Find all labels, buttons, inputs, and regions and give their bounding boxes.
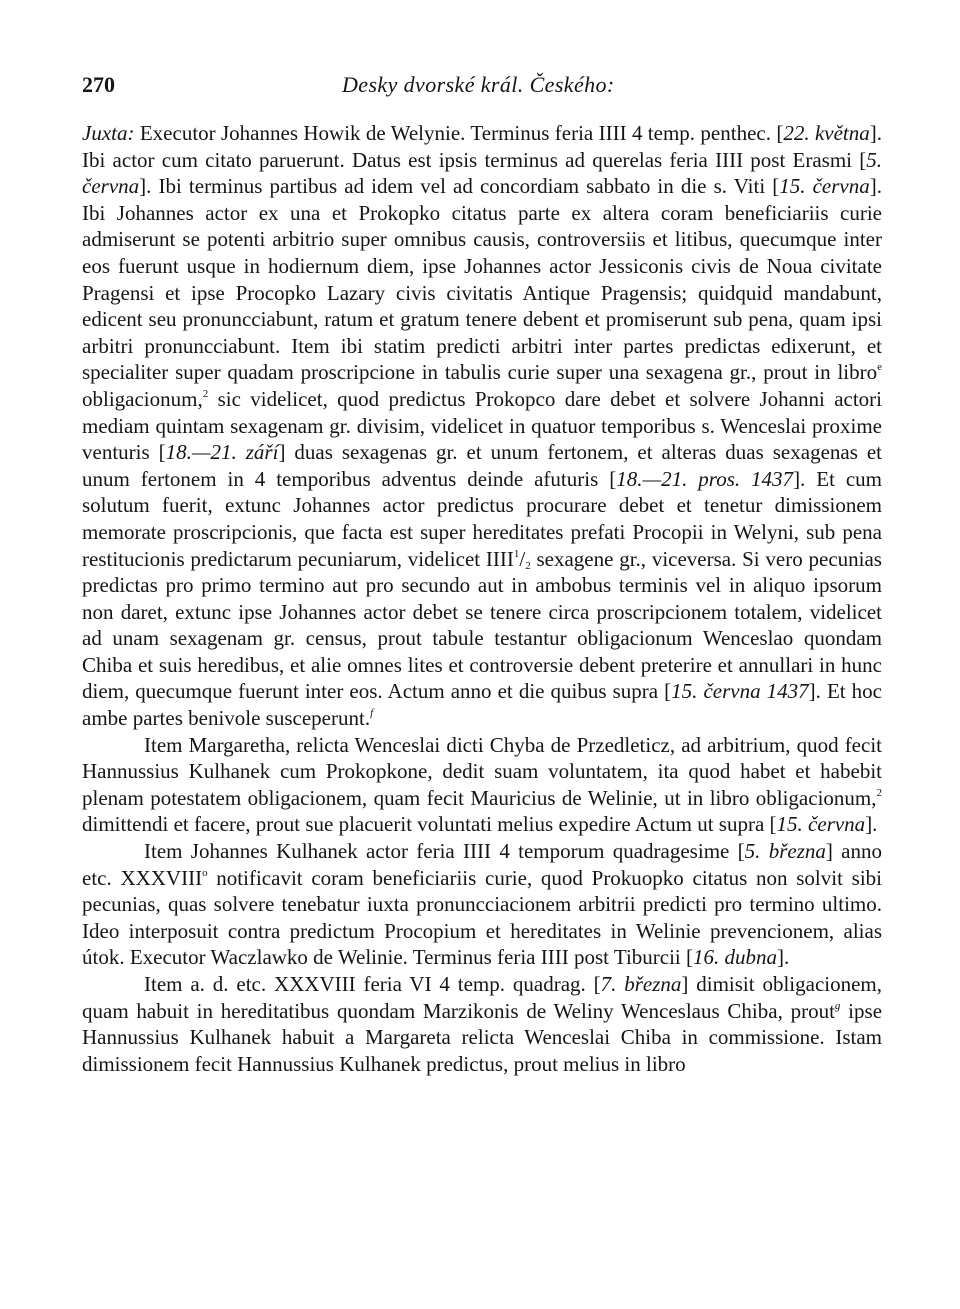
text-run: ]. Et cum solutum fuerit, extunc Johannes actor predictus procurare debet et tenetur dimissionem memorate proscripcionis, que facta est super hereditates prefati Procopii in Welyni, sub pena restitucionis predictarum pecuniarum, videlicet IIII (82, 466, 882, 571)
paragraph (82, 732, 882, 838)
date-annotation: 15. června (779, 174, 870, 199)
text-run: notificavit coram beneficiariis curie, quod Prokuopko citatus non solvit sibi pecunias, quas solvere tenebatur iuxta pronuncciacionem arbitrii predicti pro termino ultimo. Ideo interposuit contra predictum Procopium et hereditates in Welinie prevencionem, alias útok. Executor Waczlawko de Welinie. Terminus feria IIII post Tiburcii [ (82, 865, 882, 970)
date-annotation: 15. června 1437 (671, 679, 809, 704)
date-annotation: 16. dubna (693, 945, 777, 970)
footnote-marker: 2 (202, 387, 209, 400)
text-run: ]. (777, 945, 790, 970)
date-annotation: 18.—21. pros. 1437 (616, 466, 794, 491)
date-annotation: 7. března (600, 972, 682, 996)
text-run: ]. Ibi Johannes actor ex una et Prokopko citatus parte ex altera coram beneficiariis curie admiserunt se potenti arbitrio super omnibus causis, controversiis et litibus, quecumque inter eos fuerunt usque in hodiernum diem, ipse Johannes actor Jessiconis civis de Noua civitate Pragensi et ipse Procopko Lazary civis civitatis Antique Pragensis; quidquid mandabunt, edicent seu pronuncciabunt, ratum et gratum tenere debent et promiserunt sub pena, quam ipsi arbitri pronuncciabunt. Item ibi statim predicti arbitri inter partes predictas edixerunt, et specialiter super quadam proscripcione in tabulis curie super una sexagena gr., prout in libro (82, 174, 882, 385)
page-number: 270 (82, 72, 115, 97)
footnote-marker: 2 (876, 786, 882, 799)
paragraph (82, 838, 882, 971)
footnote-marker: e (877, 361, 882, 374)
paragraph (82, 971, 882, 1077)
footnote-marker: f (370, 707, 374, 720)
running-title: Desky dvorské král. Českého: (342, 72, 615, 97)
body-text (82, 120, 882, 1077)
date-annotation: 22. května (783, 121, 870, 145)
text-run: obligacionum, (82, 386, 203, 411)
text-run: Item Johannes Kulhanek actor feria IIII 4 temporum quadragesime [ (144, 839, 745, 864)
text-run: sic videlicet, quod predictus Prokopco dare debet et solvere Johanni actori mediam quintam sexagenam gr. divisim, videlicet in quatuor temporibus s. Wenceslai proxime venturis [ (82, 386, 882, 465)
subscript: 2 (525, 559, 531, 572)
page-header (82, 72, 878, 106)
text-run: sexagene gr., viceversa. Si vero pecunias predictas pro primo termino aut pro secundo aut in ambobus terminis vel in aliquo ipsorum non daret, extunc ipse Johannes actor debet se tenere circa proscripcionem totalem, videlicet ad unam sexagenam gr. census, prout tabule testantur obligacionum Wenceslao quondam Chiba et suis heredibus, et alie omnes lites et controversie debent preterire et annullari in hunc diem, quecumque fuerunt inter eos. Actum anno et die quibus supra [ (82, 546, 882, 704)
text-run: ]. (865, 812, 878, 837)
footnote-marker: o (202, 866, 208, 879)
footnote-marker: 1 (513, 547, 520, 560)
date-annotation: 18.—21. září (165, 440, 279, 465)
date-annotation: 5. března (744, 839, 826, 864)
text-run: ] anno etc. XXXVIII (82, 839, 882, 890)
date-annotation: 5. června (82, 147, 882, 199)
text-run: ipse Hannussius Kulhanek habuit a Margareta relicta Wenceslai Chiba in commissione. Istam dimissionem fecit Hannussius Kulhanek predictus, prout melius in libro (82, 998, 883, 1076)
text-run: ]. Ibi actor cum citato paruerunt. Datus est ipsis terminus ad querelas feria IIII post Erasmi [ (82, 121, 882, 172)
text-run: ] dimisit obligacionem, quam habuit in hereditatibus quondam Marzikonis de Weliny Wenceslaus Chiba, prout (82, 972, 883, 1023)
text-run: dimittendi et facere, prout sue placuerit voluntati melius expedire Actum ut supra [ (82, 812, 777, 837)
text-run: ]. Et hoc ambe partes benivole susceperunt. (82, 679, 882, 731)
text-run: ]. Ibi terminus partibus ad idem vel ad concordiam sabbato in die s. Viti [ (139, 174, 780, 199)
text-run: Item Margaretha, relicta Wenceslai dicti Chyba de Przedleticz, ad arbitrium, quod fecit Hannussius Kulhanek cum Prokopkone, dedit suam voluntatem, ita quod habet et habebit plenam potestatem obligacionem, quam fecit Mauricius de Welinie, ut in libro obligacionum, (82, 732, 882, 810)
paragraph (82, 120, 882, 732)
paragraph-lead-word: Juxta: (82, 121, 135, 145)
date-annotation: 15. června (776, 812, 866, 837)
footnote-marker: g (834, 999, 841, 1012)
text-run: Item a. d. etc. XXXVIII feria VI 4 temp. quadrag. [ (144, 972, 601, 996)
text-run: ] duas sexagenas gr. et unum fertonem, et alteras duas sexagenas et unum fertonem in 4 temporibus adventus deinde afuturis [ (82, 440, 883, 491)
text-run: Executor Johannes Howik de Welynie. Terminus feria IIII 4 temp. penthec. [ (134, 121, 784, 145)
text-run: / (519, 546, 526, 571)
